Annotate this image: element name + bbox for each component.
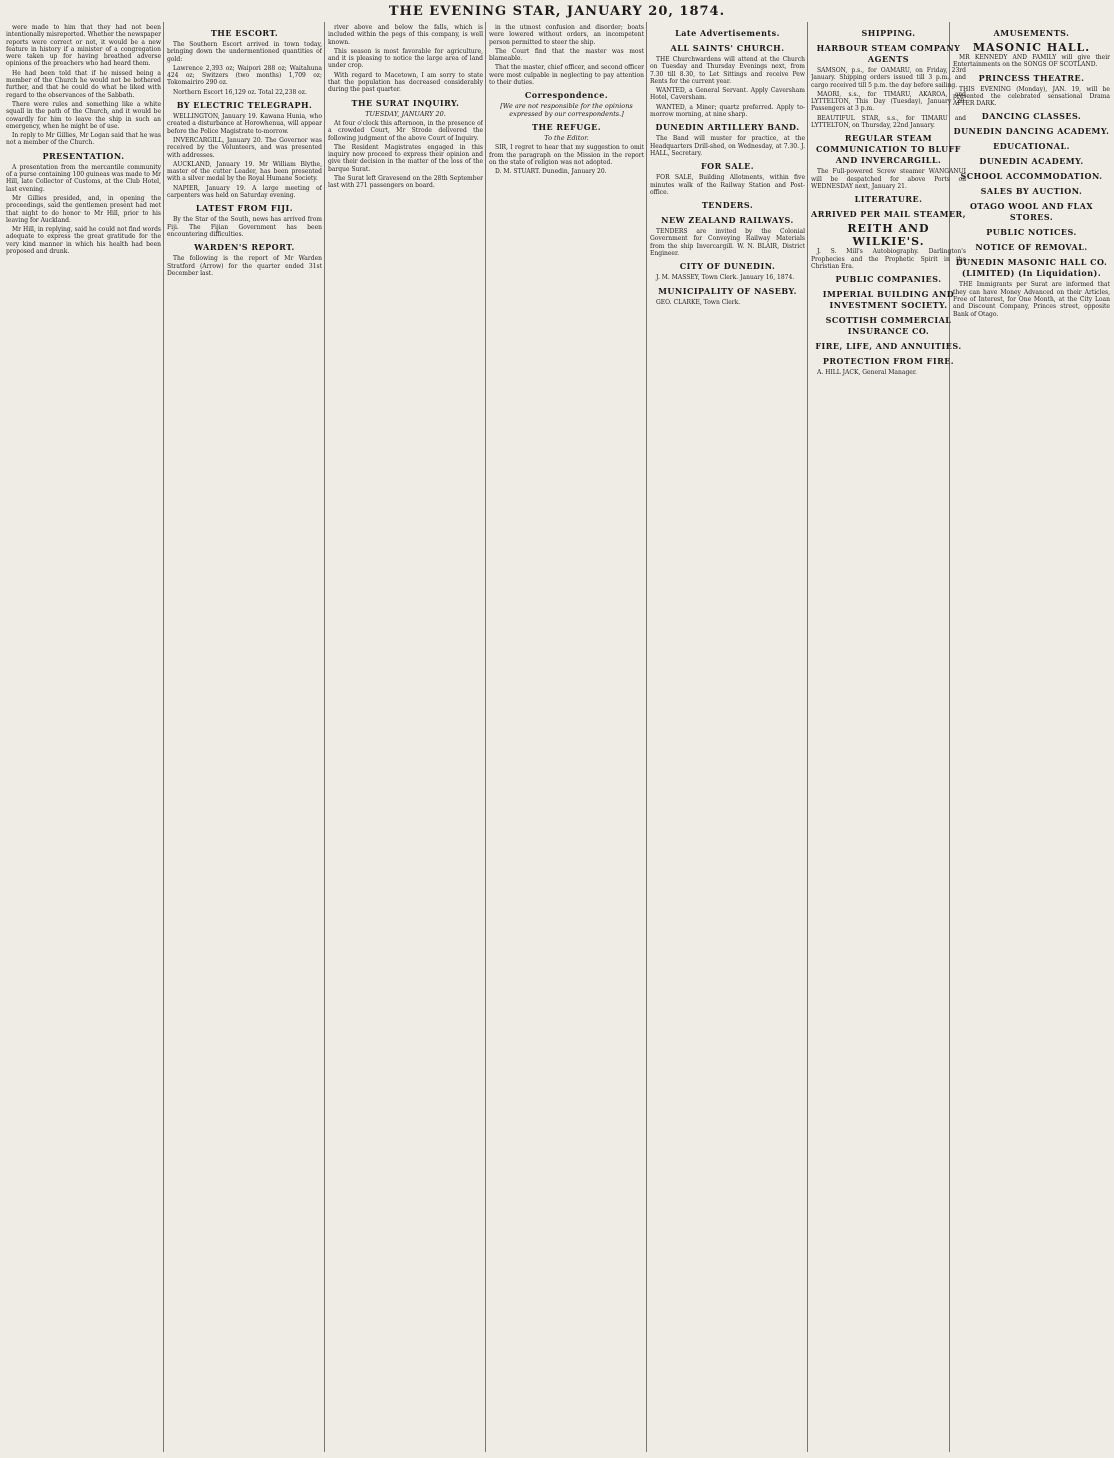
paragraph: The Southern Escort arrived in town today, bringing down the undermentioned quantities of gold:: [167, 41, 322, 63]
column-rule: [485, 22, 486, 1452]
paragraph: MAORI, s.s., for TIMARU, AKAROA, and LYTTELTON, This Day (Tuesday), January 20. Passengers at 3 p.m.: [811, 90, 966, 113]
paragraph: WANTED, a General Servant. Apply Caversham Hotel, Caversham.: [650, 87, 805, 102]
section-heading: TENDERS.: [701, 200, 754, 211]
paragraph: J. M. MASSEY, Town Clerk. January 16, 1874.: [656, 274, 795, 282]
paragraph: A presentation from the mercantile community of a purse containing 100 guineas was made to Mr Hill, late Collector of Customs, at the Club Hotel, last evening.: [6, 163, 161, 193]
section-subheading: TUESDAY, JANUARY 20.: [365, 109, 446, 118]
paragraph: WELLINGTON, January 19. Kawana Hunia, who created a disturbance at Horowhenua, will appear before the Police Magistrate to-morrow.: [167, 113, 322, 135]
paragraph: INVERCARGILL, January 20. The Governor was received by the Volunteers, and was presented with addresses.: [167, 136, 322, 159]
section-heading: DUNEDIN MASONIC HALL CO. (LIMITED) (In Liquidation).: [955, 257, 1108, 279]
paragraph: D. M. STUART. Dunedin, January 20.: [495, 168, 607, 176]
paragraph: He had been told that if he missed being a member of the Church he would not be bothered further, and that he could do what he liked with regard to the observances of the Sabbath.: [6, 69, 161, 99]
paragraph: SAMSON, p.s., for OAMARU, on Friday, 23rd January. Shipping orders issued till 3 p.m., and cargo received till 5 p.m. the day before sailing.: [811, 67, 966, 89]
paragraph: Mr Hill, in replying, said he could not find words adequate to express the great gratitude for the very kind manner in which his health had been proposed and drunk.: [6, 226, 161, 256]
paragraph: The Resident Magistrates engaged in this inquiry now proceed to express their opinion and give their decision in the matter of the loss of the barque Surat.: [328, 143, 483, 173]
section-heading: PROTECTION FROM FIRE.: [822, 356, 955, 367]
paragraph: Lawrence 2,393 oz; Waipori 288 oz; Waitahuna 424 oz; Switzers (two months) 1,709 oz; Tokomairiro 290 oz.: [167, 64, 322, 87]
section-heading: LITERATURE.: [854, 194, 923, 205]
column-5: [650, 24, 805, 1452]
section-heading: MUNICIPALITY OF NASEBY.: [658, 285, 797, 296]
paragraph: Northern Escort 16,129 oz. Total 22,238 oz.: [173, 88, 307, 96]
column-rule: [163, 22, 164, 1452]
paragraph: By the Star of the South, news has arrived from Fiji. The Fijian Government has been encountering difficulties.: [167, 216, 322, 238]
paragraph: The following is the report of Mr Warden Stratford (Arrow) for the quarter ended 31st December last.: [167, 255, 322, 277]
section-heading: SCOTTISH COMMERCIAL INSURANCE CO.: [825, 315, 952, 337]
paragraph: J. S. Mill's Autobiography. Darlington's Prophecies and the Prophetic Spirit in the Christian Era.: [811, 248, 966, 270]
section-heading: WARDEN'S REPORT.: [194, 242, 295, 253]
column-3: [328, 24, 483, 1452]
section-heading: FOR SALE.: [700, 161, 755, 172]
paragraph: Mr Gillies presided, and, in opening the proceedings, said the gentlemen present had met that night to do honor to Mr Hill, prior to his leaving for Auckland.: [6, 194, 161, 224]
display-heading: MASONIC HALL.: [972, 41, 1091, 54]
section-heading: ALL SAINTS' CHURCH.: [670, 43, 785, 53]
column-1: [6, 24, 161, 1452]
section-heading: LATEST FROM FIJI.: [195, 203, 294, 214]
section-heading: Late Advertisements.: [675, 28, 780, 38]
paragraph: The Band will muster for practice, at the Headquarters Drill-shed, on Wednesday, at 7.30. J. HALL, Secretary.: [650, 135, 805, 157]
column-rule: [646, 22, 647, 1452]
paragraph: were made to him that they had not been intentionally misreported. Whether the newspaper reports were correct or not, it would be a new feature in history if a minister of a congregation were taken up for having breathed adverse opinions of the preachers who had heard them.: [6, 24, 161, 68]
section-heading: SALES BY AUCTION.: [980, 186, 1083, 197]
section-heading: PUBLIC COMPANIES.: [835, 274, 942, 285]
paragraph: river above and below the falls, which is included within the pegs of this company, is well known.: [328, 24, 483, 46]
paragraph: That the master, chief officer, and second officer were most culpable in neglecting to pay attention to their duties.: [489, 64, 644, 87]
column-rule: [807, 22, 808, 1452]
paragraph: The Court find that the master was most blameable.: [489, 47, 644, 63]
section-heading: CITY OF DUNEDIN.: [679, 261, 776, 272]
paragraph: THE Churchwardens will attend at the Church on Tuesday and Thursday Evenings next, from 7.30 till 8.30, to Let Sittings and receive Pew Rents for the current year.: [650, 56, 805, 85]
section-heading: PUBLIC NOTICES.: [986, 227, 1077, 238]
section-subheading: [We are not responsible for the opinions expressed by our correspondents.]: [500, 102, 633, 118]
section-heading: IMPERIAL BUILDING AND INVESTMENT SOCIETY.: [822, 289, 955, 311]
section-subheading: To the Editor.: [544, 133, 589, 142]
column-6: [811, 24, 966, 1452]
paragraph: TENDERS are invited by the Colonial Government for Conveying Railway Materials from the ship Invercargill. W. N. BLAIR, District Engineer.: [650, 228, 805, 258]
section-heading: PRINCESS THEATRE.: [978, 72, 1085, 83]
paragraph: in the utmost confusion and disorder; boats were lowered without orders, an incompetent person permitted to steer the ship.: [489, 24, 644, 46]
section-heading: THE ESCORT.: [210, 28, 279, 38]
display-heading: REITH AND WILKIE'S.: [847, 222, 930, 249]
section-heading: DUNEDIN ACADEMY.: [979, 156, 1084, 167]
section-heading: REGULAR STEAM COMMUNICATION TO BLUFF AND INVERCARGILL.: [816, 133, 961, 166]
paragraph: GEO. CLARKE, Town Clerk.: [656, 298, 741, 306]
paragraph: FOR SALE, Building Allotments, within five minutes walk of the Railway Station and Post-office.: [650, 174, 805, 196]
section-heading: DUNEDIN DANCING ACADEMY.: [953, 126, 1110, 137]
paragraph: THIS EVENING (Monday), JAN. 19, will be presented the celebrated sensational Drama AFTER DARK.: [953, 85, 1110, 108]
section-heading: EDUCATIONAL.: [993, 141, 1070, 152]
section-heading: Correspondence.: [524, 90, 609, 101]
section-heading: DUNEDIN ARTILLERY BAND.: [655, 122, 800, 133]
paragraph: AUCKLAND, January 19. Mr William Blythe, master of the cutter Leader, has been presented with a silver medal by the Royal Humane Society.: [167, 160, 322, 183]
paragraph: MR KENNEDY AND FAMILY will give their Entertainments on the SONGS OF SCOTLAND.: [953, 54, 1110, 69]
column-2: [167, 24, 322, 1452]
paragraph: With regard to Macetown, I am sorry to state that the population has decreased considerably during the past quarter.: [328, 71, 483, 94]
paragraph: The Surat left Gravesend on the 28th September last with 271 passengers on board.: [328, 175, 483, 190]
section-heading: THE SURAT INQUIRY.: [351, 97, 460, 108]
paragraph: A. HILL JACK, General Manager.: [817, 369, 917, 377]
paragraph: This season is most favorable for agriculture, and it is pleasing to notice the large area of land under crop.: [328, 47, 483, 70]
section-heading: BY ELECTRIC TELEGRAPH.: [176, 100, 313, 111]
section-heading: NOTICE OF REMOVAL.: [975, 242, 1088, 253]
section-heading: DANCING CLASSES.: [981, 111, 1082, 122]
section-heading: SCHOOL ACCOMMODATION.: [960, 171, 1103, 182]
paragraph: WANTED, a Miner; quartz preferred. Apply to-morrow morning, at nine sharp.: [650, 103, 805, 119]
section-heading: OTAGO WOOL AND FLAX STORES.: [969, 201, 1094, 223]
section-heading: NEW ZEALAND RAILWAYS.: [661, 215, 794, 226]
column-rule: [324, 22, 325, 1452]
section-heading: THE REFUGE.: [531, 121, 601, 132]
paragraph: At four o'clock this afternoon, in the presence of a crowded Court, Mr Strode delivered the following judgment of the above Court of Inquiry.: [328, 119, 483, 142]
masthead: THE EVENING STAR, JANUARY 20, 1874.: [388, 4, 726, 19]
section-heading: ARRIVED PER MAIL STEAMER,: [811, 209, 966, 220]
paragraph: NAPIER, January 19. A large meeting of carpenters was held on Saturday evening.: [167, 184, 322, 200]
paragraph: The Full-powered Screw steamer WANGANUI will be despatched for above Ports on WEDNESDAY next, January 21.: [811, 168, 966, 190]
paragraph: In reply to Mr Gillies, Mr Logan said that he was not a member of the Church.: [6, 132, 161, 147]
section-heading: AMUSEMENTS.: [993, 28, 1070, 38]
column-7: [953, 24, 1110, 1452]
paragraph: SIR, I regret to hear that my suggestion to omit from the paragraph on the Mission in the report on the state of religion was not adopted.: [489, 144, 644, 166]
paragraph: There were rules and something like a white squall in the path of the Church, and it would be cowardly for him to leave the ship in such an emergency, when he might be of use.: [6, 100, 161, 130]
section-heading: HARBOUR STEAM COMPANY AGENTS: [816, 43, 961, 64]
column-4: [489, 24, 644, 1452]
section-heading: SHIPPING.: [861, 28, 916, 38]
paragraph: THE Immigrants per Surat are informed that they can have Money Advanced on their Articles, Free of Interest, for One Month, at the City Loan and Discount Company, Princes street, opposite Bank of Otago.: [953, 281, 1110, 318]
section-heading: FIRE, LIFE, AND ANNUITIES.: [815, 341, 962, 352]
section-heading: PRESENTATION.: [42, 150, 125, 161]
paragraph: BEAUTIFUL STAR, s.s., for TIMARU and LYTTELTON, on Thursday, 22nd January.: [811, 114, 966, 130]
